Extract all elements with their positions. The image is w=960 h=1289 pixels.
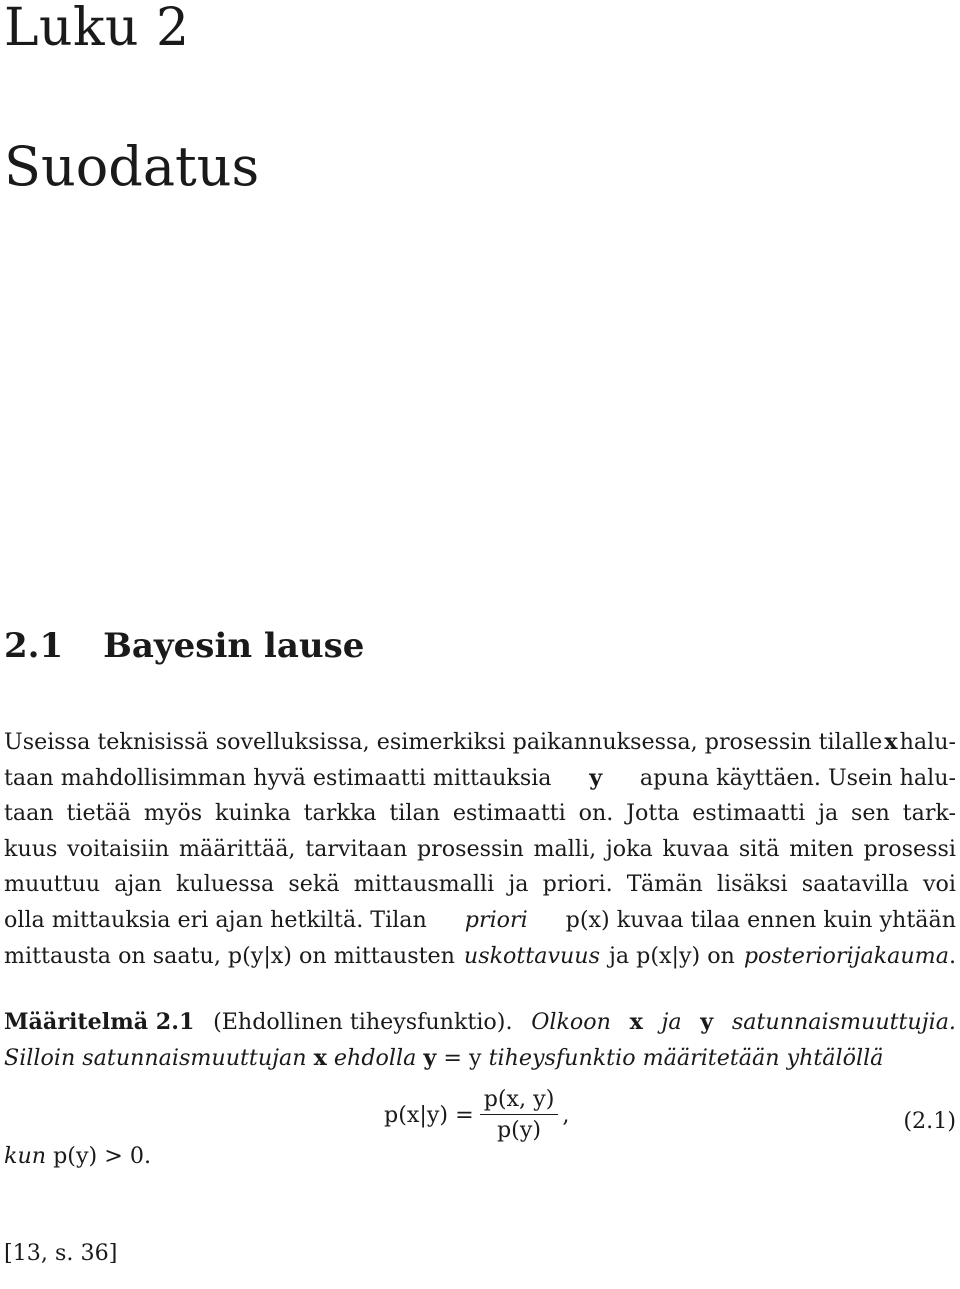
text-span: Olkoon (531, 1009, 611, 1035)
text-line: taan tietää myös kuinka tarkka tilan estimaatti on. Jotta estimaatti ja sen tark- (4, 800, 956, 827)
chapter-label: Luku 2 (4, 0, 190, 58)
definition-name: (Ehdollinen tiheysfunktio). (213, 1009, 513, 1035)
text-line: kuus voitaisiin määrittää, tarvitaan prosessin malli, joka kuvaa sitä miten prosessi (4, 835, 956, 862)
text-line (4, 939, 956, 975)
text-span: . (948, 942, 956, 969)
vector-x: x (884, 729, 898, 755)
vector-x: x (629, 1009, 643, 1035)
vector-y: y (589, 764, 603, 791)
equation (384, 1084, 569, 1145)
intro-paragraph (4, 725, 956, 974)
text-line (4, 761, 956, 797)
term-priori: priori (464, 906, 528, 933)
text-span: ehdolla (333, 1044, 417, 1071)
text-span: satunnaismuuttujia. (731, 1009, 956, 1035)
fraction-numerator: p(x, y) (483, 1086, 555, 1112)
equation-lhs: p(x|y) = (384, 1101, 474, 1128)
vector-x: x (313, 1044, 327, 1071)
equation-comma: , (562, 1101, 570, 1128)
text-span: halu- (899, 729, 956, 755)
text-span: mittausta on saatu, p(y|x) on mittausten (4, 942, 455, 969)
fraction-denominator: p(y) (496, 1117, 542, 1144)
term-likelihood: uskottavuus (463, 942, 600, 969)
text-span: kun (4, 1143, 47, 1169)
definition-label: Määritelmä 2.1 (4, 1009, 195, 1035)
text-line (4, 725, 956, 761)
text-span: ja (661, 1009, 682, 1035)
text-span: olla mittauksia eri ajan hetkiltä. Tilan (4, 906, 427, 933)
text-span: p(y) > 0. (53, 1143, 152, 1169)
citation: [13, s. 36] (4, 1240, 118, 1266)
equation-fraction (480, 1084, 559, 1145)
text-span: = y (443, 1044, 482, 1071)
vector-y: y (423, 1044, 437, 1071)
text-line (4, 1041, 956, 1077)
text-span: p(x) kuvaa tilaa ennen kuin yhtään (565, 906, 956, 933)
section-number: 2.1 (4, 626, 64, 666)
text-span: taan mahdollisimman hyvä estimaatti mittauksia (4, 764, 552, 791)
equation-number: (2.1) (903, 1108, 956, 1134)
section-heading (4, 624, 364, 668)
text-span: apuna käyttäen. Usein halu- (639, 764, 956, 791)
text-span: Useissa teknisissä sovelluksissa, esimerkiksi paikannuksessa, prosessin tilalle (4, 729, 883, 755)
term-posterior: posteriorijakauma (743, 942, 949, 969)
text-span: Silloin satunnaismuuttujan (4, 1044, 307, 1071)
definition-block (4, 1005, 956, 1076)
text-line: muuttuu ajan kuluessa sekä mittausmalli ja priori. Tämän lisäksi saatavilla voi (4, 871, 956, 898)
condition-text (4, 1143, 151, 1169)
text-line (4, 1005, 956, 1041)
vector-y: y (700, 1009, 714, 1035)
text-span: ja p(x|y) on (608, 942, 735, 969)
section-title: Bayesin lause (103, 626, 365, 666)
chapter-title: Suodatus (4, 135, 260, 198)
text-line (4, 903, 956, 939)
text-span: tiheysfunktio määritetään yhtälöllä (488, 1044, 884, 1071)
